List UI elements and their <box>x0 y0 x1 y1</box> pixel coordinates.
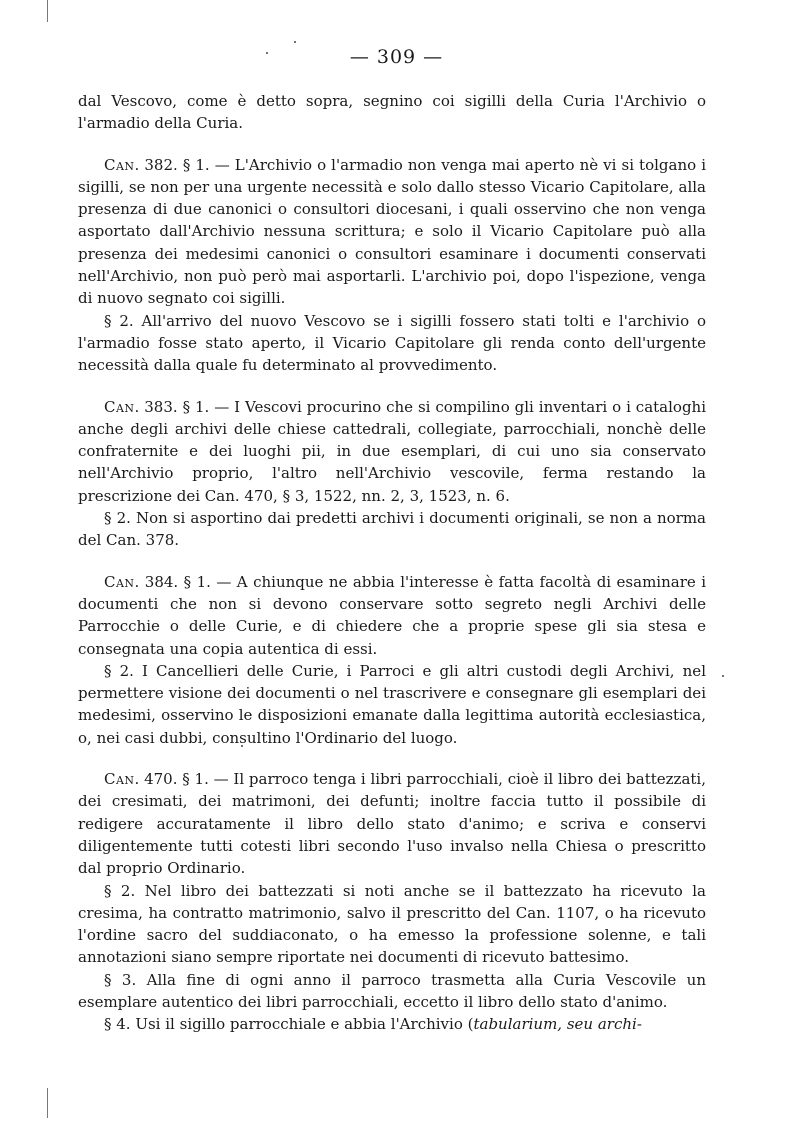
page-edge-line <box>47 0 48 22</box>
canon-470-section-4 <box>78 1013 706 1035</box>
canon-label: Can <box>104 397 135 416</box>
paragraph-text: § 4. Usi il sigillo parrocchiale e abbia l'Archivio ( <box>104 1015 474 1034</box>
italic-text: tabularium, seu archi- <box>473 1015 642 1034</box>
canon-382-section-1 <box>78 154 706 310</box>
canon-383-section-2: § 2. Non si asportino dai predetti archivi i documenti originali, se non a norma del Can. 378. <box>78 509 706 550</box>
body-text <box>78 90 706 1036</box>
canon-384-section-2: § 2. I Cancellieri delle Curie, i Parroci e gli altri custodi degli Archivi, nel permettere visione dei documenti o nel trascrivere e consegnare gli esemplari dei medesimi, osservino le disposizioni emanate dalla legittima autorità ecclesiastica, o, nei casi dubbi, consultino l'Ordinario del luogo. <box>78 661 706 747</box>
paragraph-text: . 470. § 1. — Il parroco tenga i libri parrocchiali, cioè il libro dei battezzati, dei cresimati, dei matrimoni, dei defunti; inoltre faccia tutto il possibile di redigere accuratamente il libro dello stato d'animo; e scriva e conservi diligentemente tutti cotesti libri secondo l'uso invalso nella Chiesa o prescritto dal proprio Ordinario. <box>78 770 706 878</box>
canon-label: Can <box>104 155 135 174</box>
canon-384-section-1 <box>78 571 706 660</box>
canon-382-section-2: § 2. All'arrivo del nuovo Vescovo se i sigilli fossero stati tolti e l'archivio o l'armadio fosse stato aperto, il Vicario Capitolare gli renda conto dell'urgente necessità dalla quale fu determinato al provvedimento. <box>78 311 706 375</box>
print-speck <box>294 41 296 43</box>
page-edge-line <box>47 1088 48 1118</box>
print-speck <box>722 675 724 677</box>
canon-470-section-1 <box>78 768 706 879</box>
canon-470-section-3: § 3. Alla fine di ogni anno il parroco trasmetta alla Curia Vescovile un esemplare autentico dei libri parrocchiali, eccetto il libro dello stato d'animo. <box>78 970 706 1011</box>
paragraph-text: . 384. § 1. — A chiunque ne abbia l'interesse è fatta facoltà di esaminare i documenti che non si devono conservare sotto segreto negli Archivi delle Parrocchie o delle Curie, e di chiedere che a proprie spese gli sia stesa e consegnata una copia autentica di essi. <box>78 572 706 658</box>
canon-470-section-2: § 2. Nel libro dei battezzati si noti anche se il battezzato ha ricevuto la cresima, ha contratto matrimonio, salvo il prescritto del Can. 1107, o ha ricevuto l'ordine sacro del suddiaconato, o ha emesso la professione solenne, e tali annotazioni siano sempre riportate nei documenti di ricevuto battesimo. <box>78 881 706 967</box>
canon-label: Can <box>104 572 135 591</box>
canon-383-section-1 <box>78 396 706 507</box>
paragraph-text: . 383. § 1. — I Vescovi procurino che si compilino gli inventari o i cataloghi anche degli archivi delle chiese cattedrali, collegiate, parrocchiali, nonchè delle confraternite e dei luoghi pii, in due esemplari, di cui uno sia conservato nell'Archivio proprio, l'altro nell'Archivio vescovile, ferma restando la prescrizione dei Can. 470, § 3, 1522, nn. 2, 3, 1523, n. 6. <box>78 397 706 505</box>
canon-label: Can <box>104 770 135 789</box>
paragraph-text: . 382. § 1. — L'Archivio o l'armadio non venga mai aperto nè vi si tolgano i sigilli, se non per una urgente necessità e solo dallo stesso Vicario Capitolare, alla presenza di due canonici o consultori diocesani, i quali osservino che non venga asportato dall'Archivio nessuna scrittura; e solo il Vicario Capitolare può alla presenza dei medesimi canonici o consultori esaminare i documenti conservati nell'Archivio, non può però mai asportarli. L'archivio poi, dopo l'ispezione, venga di nuovo segnato coi sigilli. <box>78 155 706 308</box>
page-number: — 309 — <box>349 46 444 68</box>
paragraph: dal Vescovo, come è detto sopra, segnino coi sigilli della Curia l'Archivio o l'armadio della Curia. <box>78 92 706 133</box>
